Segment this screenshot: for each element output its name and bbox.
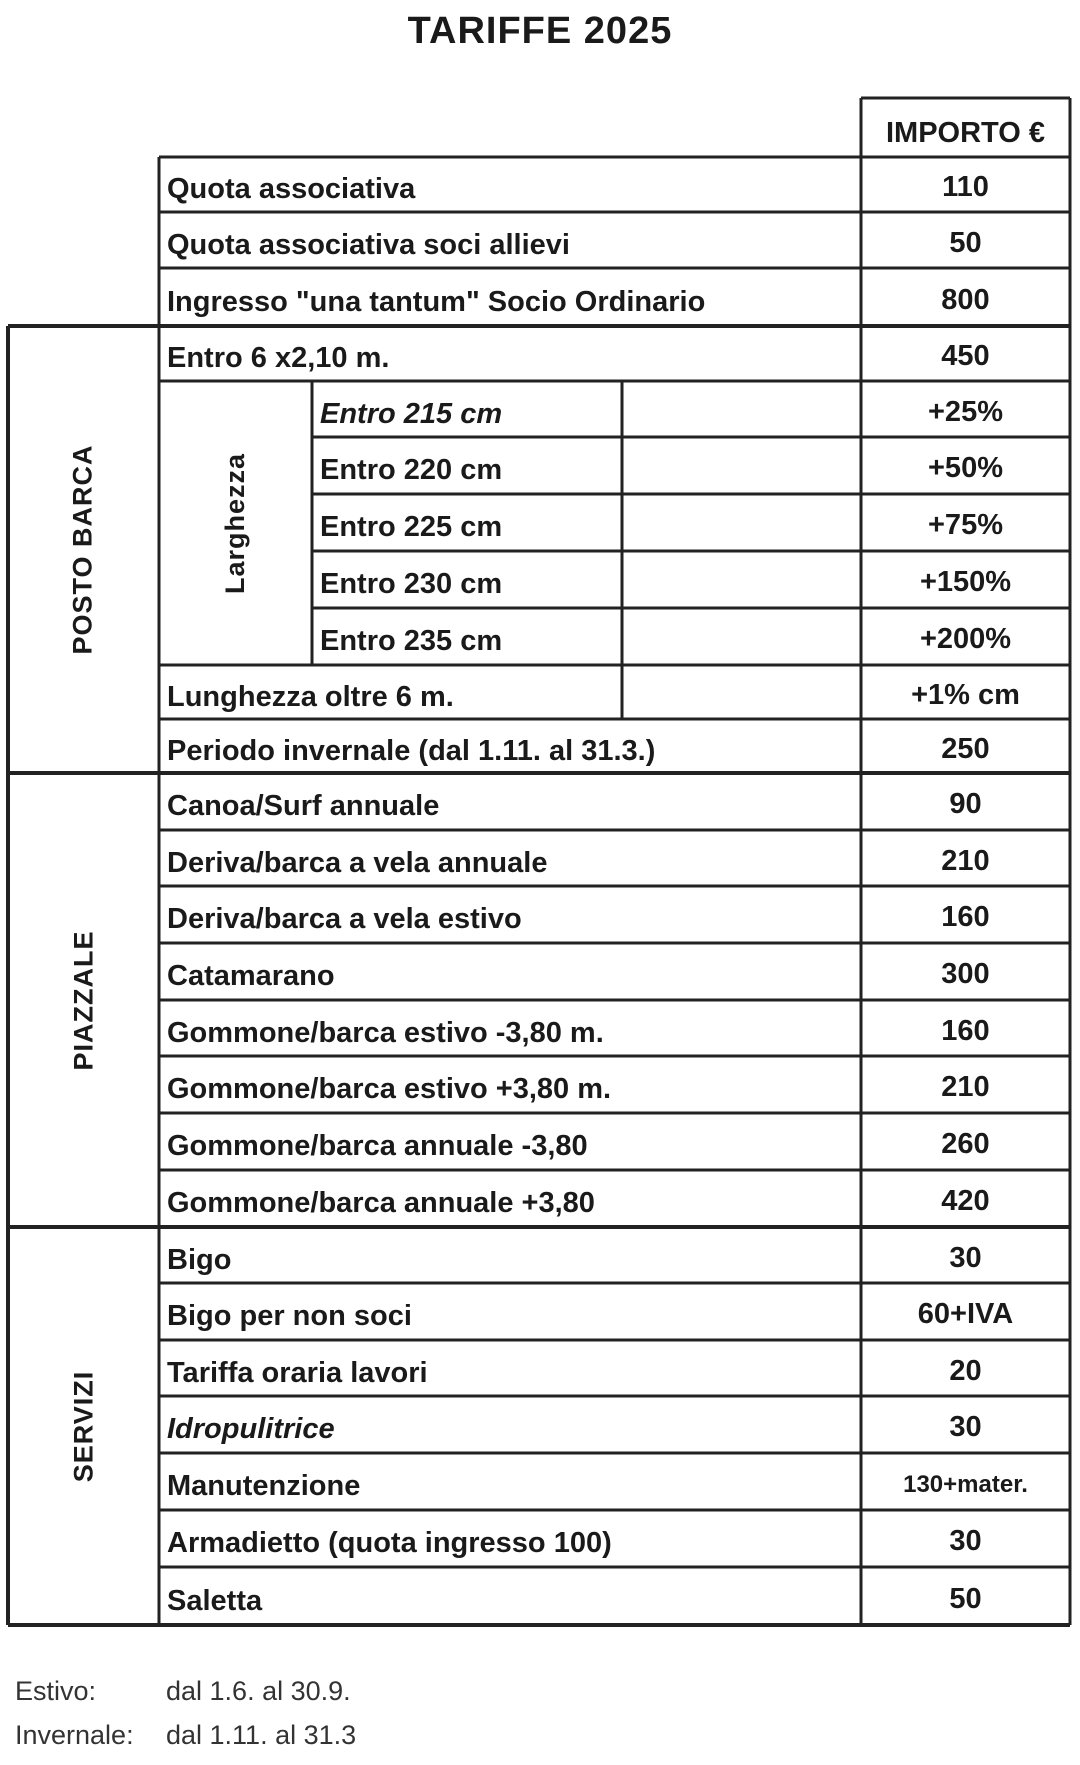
larghezza-220-desc: Entro 220 cm xyxy=(320,454,503,486)
note-estivo-text: dal 1.6. al 30.9. xyxy=(166,1676,351,1706)
importo-header: IMPORTO € xyxy=(886,117,1045,149)
piazzale-row-value: 160 xyxy=(941,901,990,933)
piazzale-row-desc: Gommone/barca annuale -3,80 xyxy=(167,1130,588,1162)
larghezza-label-text: Larghezza xyxy=(219,452,250,594)
piazzale-row-desc: Catamarano xyxy=(167,960,335,992)
piazzale-row-desc: Gommone/barca estivo -3,80 m. xyxy=(167,1016,604,1049)
piazzale-label xyxy=(8,773,159,1227)
larghezza-235-desc: Entro 235 cm xyxy=(320,625,503,657)
posto-base-value: 450 xyxy=(941,340,990,372)
servizi-row-value: 60+IVA xyxy=(917,1298,1014,1330)
piazzale-row-value: 90 xyxy=(949,788,982,820)
piazzale-row-value: 260 xyxy=(941,1128,990,1160)
note-invernale-label: Invernale: xyxy=(15,1720,134,1750)
page-title: TARIFFE 2025 xyxy=(407,10,673,52)
servizi-label-text: SERVIZI xyxy=(67,1370,98,1482)
piazzale-row-value: 300 xyxy=(941,958,990,990)
servizi-row-desc: Bigo per non soci xyxy=(167,1300,412,1332)
servizi-row-desc: Saletta xyxy=(167,1584,263,1617)
lunghezza-value: +1% cm xyxy=(911,678,1020,711)
row-quota-allievi-value: 50 xyxy=(949,226,982,259)
servizi-row-value: 30 xyxy=(949,1525,982,1557)
posto-barca-label-text: POSTO BARCA xyxy=(68,444,98,655)
servizi-row-value: 30 xyxy=(949,1411,982,1443)
larghezza-215-desc: Entro 215 cm xyxy=(320,397,503,430)
row-ingresso-desc: Ingresso "una tantum" Socio Ordinario xyxy=(167,285,706,318)
invernale-desc: Periodo invernale (dal 1.11. al 31.3.) xyxy=(167,734,656,767)
servizi-row-desc: Tariffa oraria lavori xyxy=(167,1356,428,1389)
servizi-row-desc: Armadietto (quota ingresso 100) xyxy=(167,1527,612,1559)
servizi-row-value: 30 xyxy=(949,1241,982,1274)
piazzale-row-desc: Canoa/Surf annuale xyxy=(167,790,440,822)
servizi-label xyxy=(8,1227,159,1625)
piazzale-row-value: 210 xyxy=(941,1071,990,1103)
larghezza-225-desc: Entro 225 cm xyxy=(320,511,503,543)
note-invernale-text: dal 1.11. al 31.3 xyxy=(166,1720,357,1750)
invernale-value: 250 xyxy=(941,732,990,765)
piazzale-row-desc: Deriva/barca a vela estivo xyxy=(167,903,522,935)
row-ingresso-value: 800 xyxy=(941,283,990,316)
larghezza-230-desc: Entro 230 cm xyxy=(320,568,503,600)
servizi-row-value: 130+mater. xyxy=(903,1470,1028,1498)
servizi-row-desc: Idropulitrice xyxy=(167,1413,335,1445)
piazzale-row-desc: Gommone/barca estivo +3,80 m. xyxy=(167,1073,612,1105)
note-estivo-label: Estivo: xyxy=(15,1676,97,1706)
piazzale-row-value: 160 xyxy=(941,1014,990,1047)
larghezza-220-value: +50% xyxy=(928,452,1003,484)
piazzale-row-desc: Gommone/barca annuale +3,80 xyxy=(167,1187,595,1219)
larghezza-225-value: +75% xyxy=(928,509,1003,541)
lunghezza-desc: Lunghezza oltre 6 m. xyxy=(167,680,454,713)
servizi-row-desc: Manutenzione xyxy=(167,1470,361,1502)
piazzale-label-text: PIAZZALE xyxy=(68,930,98,1070)
larghezza-215-value: +25% xyxy=(928,395,1003,428)
posto-barca-label xyxy=(8,326,159,773)
posto-base-desc: Entro 6 x2,10 m. xyxy=(167,342,390,374)
row-quota-allievi-desc: Quota associativa soci allievi xyxy=(167,228,570,261)
servizi-row-value: 50 xyxy=(949,1582,982,1615)
piazzale-row-value: 210 xyxy=(941,844,990,877)
larghezza-label xyxy=(159,381,312,665)
row-quota-associativa-value: 110 xyxy=(942,171,989,203)
servizi-row-value: 20 xyxy=(949,1354,982,1387)
row-quota-associativa-desc: Quota associativa xyxy=(167,173,416,205)
servizi-row-desc: Bigo xyxy=(167,1243,232,1276)
larghezza-230-value: +150% xyxy=(919,566,1012,598)
piazzale-row-value: 420 xyxy=(941,1185,990,1217)
larghezza-235-value: +200% xyxy=(919,623,1012,655)
piazzale-row-desc: Deriva/barca a vela annuale xyxy=(167,846,548,879)
